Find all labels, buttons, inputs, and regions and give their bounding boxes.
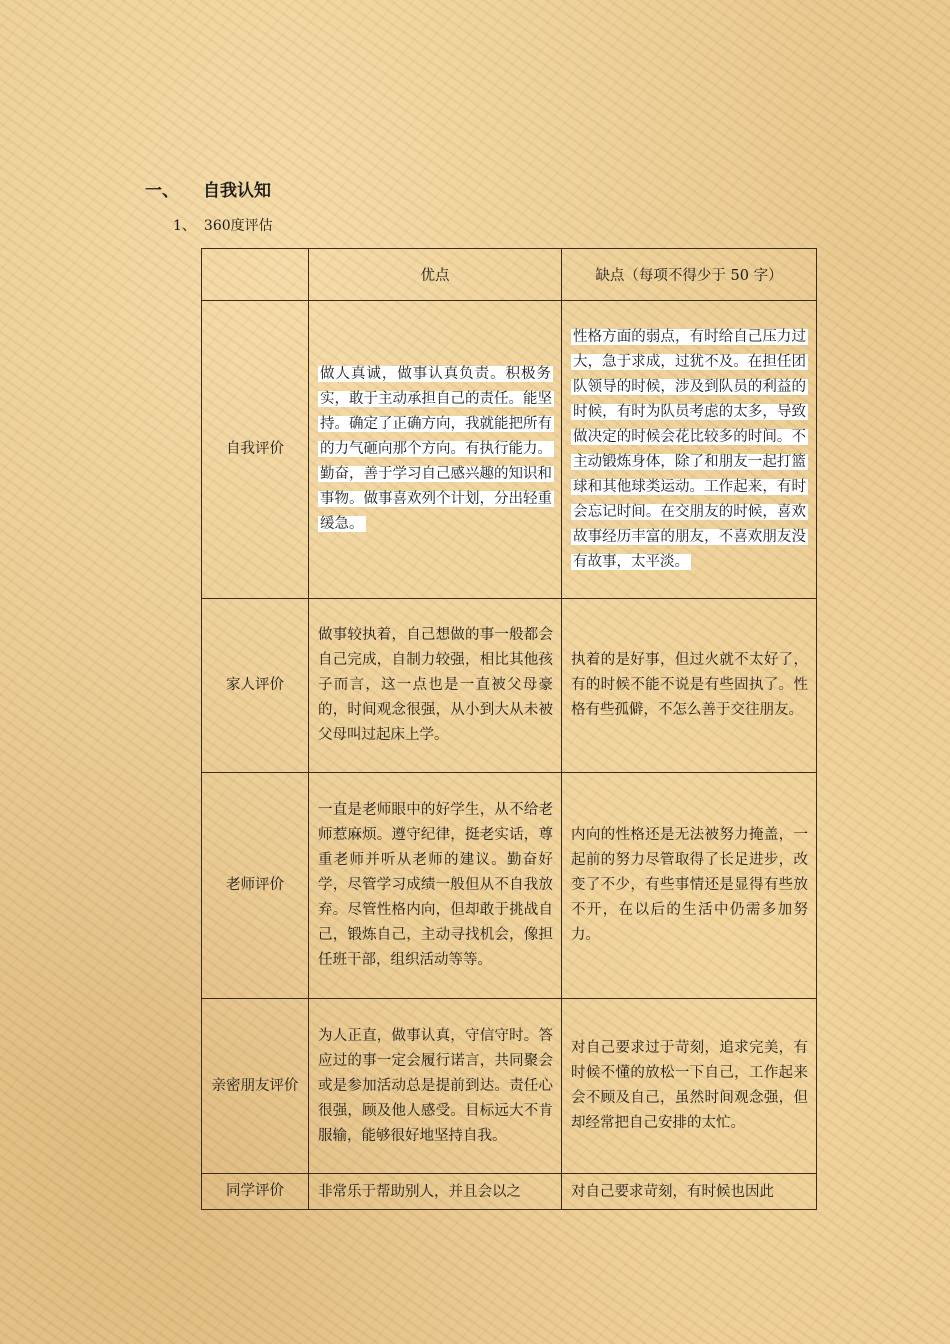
table-header-row <box>202 249 817 301</box>
strengths-cell: 非常乐于帮助别人，并且会以之 <box>309 1174 562 1210</box>
table-row-teacher <box>202 773 817 999</box>
row-label: 家人评价 <box>202 599 309 773</box>
header-empty <box>202 249 309 301</box>
section-heading <box>145 176 271 201</box>
weaknesses-cell <box>562 301 817 599</box>
strengths-cell: 一直是老师眼中的好学生，从不给老师惹麻烦。遵守纪律，挺老实话，尊重老师并听从老师的建议。勤奋好学，尽管学习成绩一般但从不自我放弃。尽管性格内向，但却敢于挑战自己，锻炼自己，主动寻找机会，像担任班干部，组织活动等等。 <box>309 773 562 999</box>
evaluation-table <box>201 248 817 1210</box>
weaknesses-cell: 执着的是好事，但过火就不太好了，有的时候不能不说是有些固执了。性格有些孤僻，不怎么善于交往朋友。 <box>562 599 817 773</box>
row-label: 同学评价 <box>202 1174 309 1210</box>
table-row-self <box>202 301 817 599</box>
strengths-text: 做人真诚，做事认真负责。积极务实，敢于主动承担自己的责任。能坚持。确定了正确方向，我就能把所有的力气砸向那个方向。有执行能力。勤奋，善于学习自己感兴趣的知识和事物。做事喜欢列个计划，分出轻重缓急。 <box>320 366 552 532</box>
strengths-cell: 为人正直，做事认真，守信守时。答应过的事一定会履行诺言，共同聚会或是参加活动总是提前到达。责任心很强，顾及他人感受。目标远大不肯服输，能够很好地坚持自我。 <box>309 999 562 1174</box>
table-row-family <box>202 599 817 773</box>
row-label: 自我评价 <box>202 301 309 599</box>
strengths-cell: 做事较执着，自己想做的事一般都会自己完成，自制力较强，相比其他孩子而言，这一点也是一直被父母豪的，时间观念很强，从小到大从未被父母叫过起床上学。 <box>309 599 562 773</box>
weaknesses-cell: 内向的性格还是无法被努力掩盖，一起前的努力尽管取得了长足进步，改变了不少，有些事情还是显得有些放不开，在以后的生活中仍需多加努力。 <box>562 773 817 999</box>
weaknesses-text: 性格方面的弱点，有时给自己压力过大，急于求成，过犹不及。在担任团队领导的时候，涉及到队员的利益的时候，有时为队员考虑的太多，导致做决定的时候会花比较多的时间。不主动锻炼身体，除了和朋友一起打篮球和其他球类运动。工作起来，有时会忘记时间。在交朋友的时候，喜欢故事经历丰富的朋友，不喜欢朋友没有故事，太平淡。 <box>573 328 806 570</box>
row-label: 亲密朋友评价 <box>202 999 309 1174</box>
weaknesses-cell: 对自己要求过于苛刻，追求完美，有时候不懂的放松一下自己，工作起来会不顾及自己，虽然时间观念强，但却经常把自己安排的太忙。 <box>562 999 817 1174</box>
row-label: 老师评价 <box>202 773 309 999</box>
subsection-number: 1、 <box>173 218 196 234</box>
section-number: 一、 <box>145 181 179 201</box>
subsection-title: 360度评估 <box>203 218 273 234</box>
table-row-close-friend <box>202 999 817 1174</box>
table-row-classmate <box>202 1174 817 1210</box>
header-weaknesses: 缺点（每项不得少于 50 字） <box>562 249 817 301</box>
subsection-heading <box>173 215 273 235</box>
section-title: 自我认知 <box>203 181 271 201</box>
strengths-cell <box>309 301 562 599</box>
weaknesses-cell: 对自己要求苛刻，有时候也因此 <box>562 1174 817 1210</box>
header-strengths: 优点 <box>309 249 562 301</box>
